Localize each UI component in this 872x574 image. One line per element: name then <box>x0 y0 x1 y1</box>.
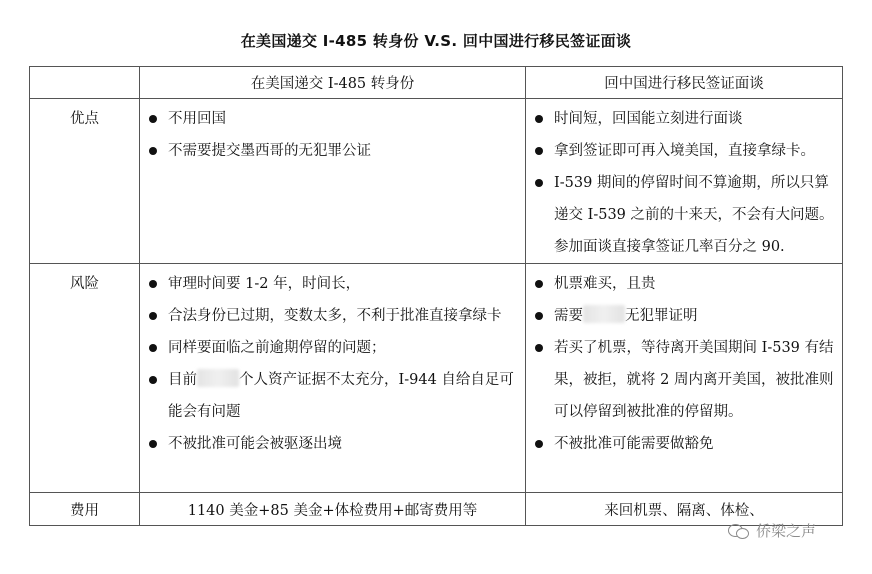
comparison-table <box>29 66 843 526</box>
redacted-blur <box>197 369 239 387</box>
list-item-text: 个人资产证据不太充分，I-944 自给自足可能会有问题 <box>168 372 514 420</box>
table-header-row <box>30 67 843 99</box>
table-row-risks <box>30 264 843 493</box>
list-item-text: 需要 <box>554 308 583 324</box>
row-label-pros: 优点 <box>30 99 140 264</box>
row-label-cost: 费用 <box>30 493 140 526</box>
pros-consular-cell <box>526 99 843 264</box>
header-consular: 回中国进行移民签证面谈 <box>526 67 843 99</box>
list-item: 机票难买，且贵 <box>534 268 836 300</box>
page-title: 在美国递交 I-485 转身份 V.S. 回中国进行移民签证面谈 <box>240 32 632 50</box>
table-row-cost <box>30 493 843 526</box>
list-item: I-539 期间的停留时间不算逾期，所以只算递交 I-539 之前的十来天，不会有大问题。参加面谈直接拿签证几率百分之 90. <box>534 167 836 263</box>
risks-consular-cell <box>526 264 843 493</box>
list-item-text: 目前 <box>168 372 197 388</box>
list-item: 不需要提交墨西哥的无犯罪公证 <box>148 135 519 167</box>
watermark <box>728 520 816 541</box>
list-item <box>534 300 836 332</box>
list-item: 时间短，回国能立刻进行面谈 <box>534 103 836 135</box>
list-item <box>148 364 519 428</box>
watermark-text: 侨梁之声 <box>756 522 817 540</box>
list-item: 不被批准可能需要做豁免 <box>534 428 836 460</box>
pros-i485-cell <box>140 99 526 264</box>
cost-consular-cell: 来回机票、隔离、体检、 <box>526 493 843 526</box>
list-item: 若买了机票，等待离开美国期间 I-539 有结果，被拒，就将 2 周内离开美国，被批准则可以停留到被批准的停留期。 <box>534 332 836 428</box>
risks-i485-cell <box>140 264 526 493</box>
list-item: 拿到签证即可再入境美国，直接拿绿卡。 <box>534 135 836 167</box>
redacted-blur <box>583 305 625 323</box>
header-empty-cell <box>30 67 140 99</box>
list-item: 同样要面临之前逾期停留的问题； <box>148 332 519 364</box>
list-item: 不用回国 <box>148 103 519 135</box>
table-row-pros <box>30 99 843 264</box>
wechat-icon <box>728 522 750 540</box>
cost-i485-cell: 1140 美金+85 美金+体检费用+邮寄费用等 <box>140 493 526 526</box>
list-item: 审理时间要 1-2 年，时间长， <box>148 268 519 300</box>
list-item: 合法身份已过期，变数太多，不利于批准直接拿绿卡 <box>148 300 519 332</box>
row-label-risks: 风险 <box>30 264 140 493</box>
header-i485: 在美国递交 I-485 转身份 <box>140 67 526 99</box>
list-item-text: 无犯罪证明 <box>625 308 698 324</box>
list-item: 不被批准可能会被驱逐出境 <box>148 428 519 460</box>
